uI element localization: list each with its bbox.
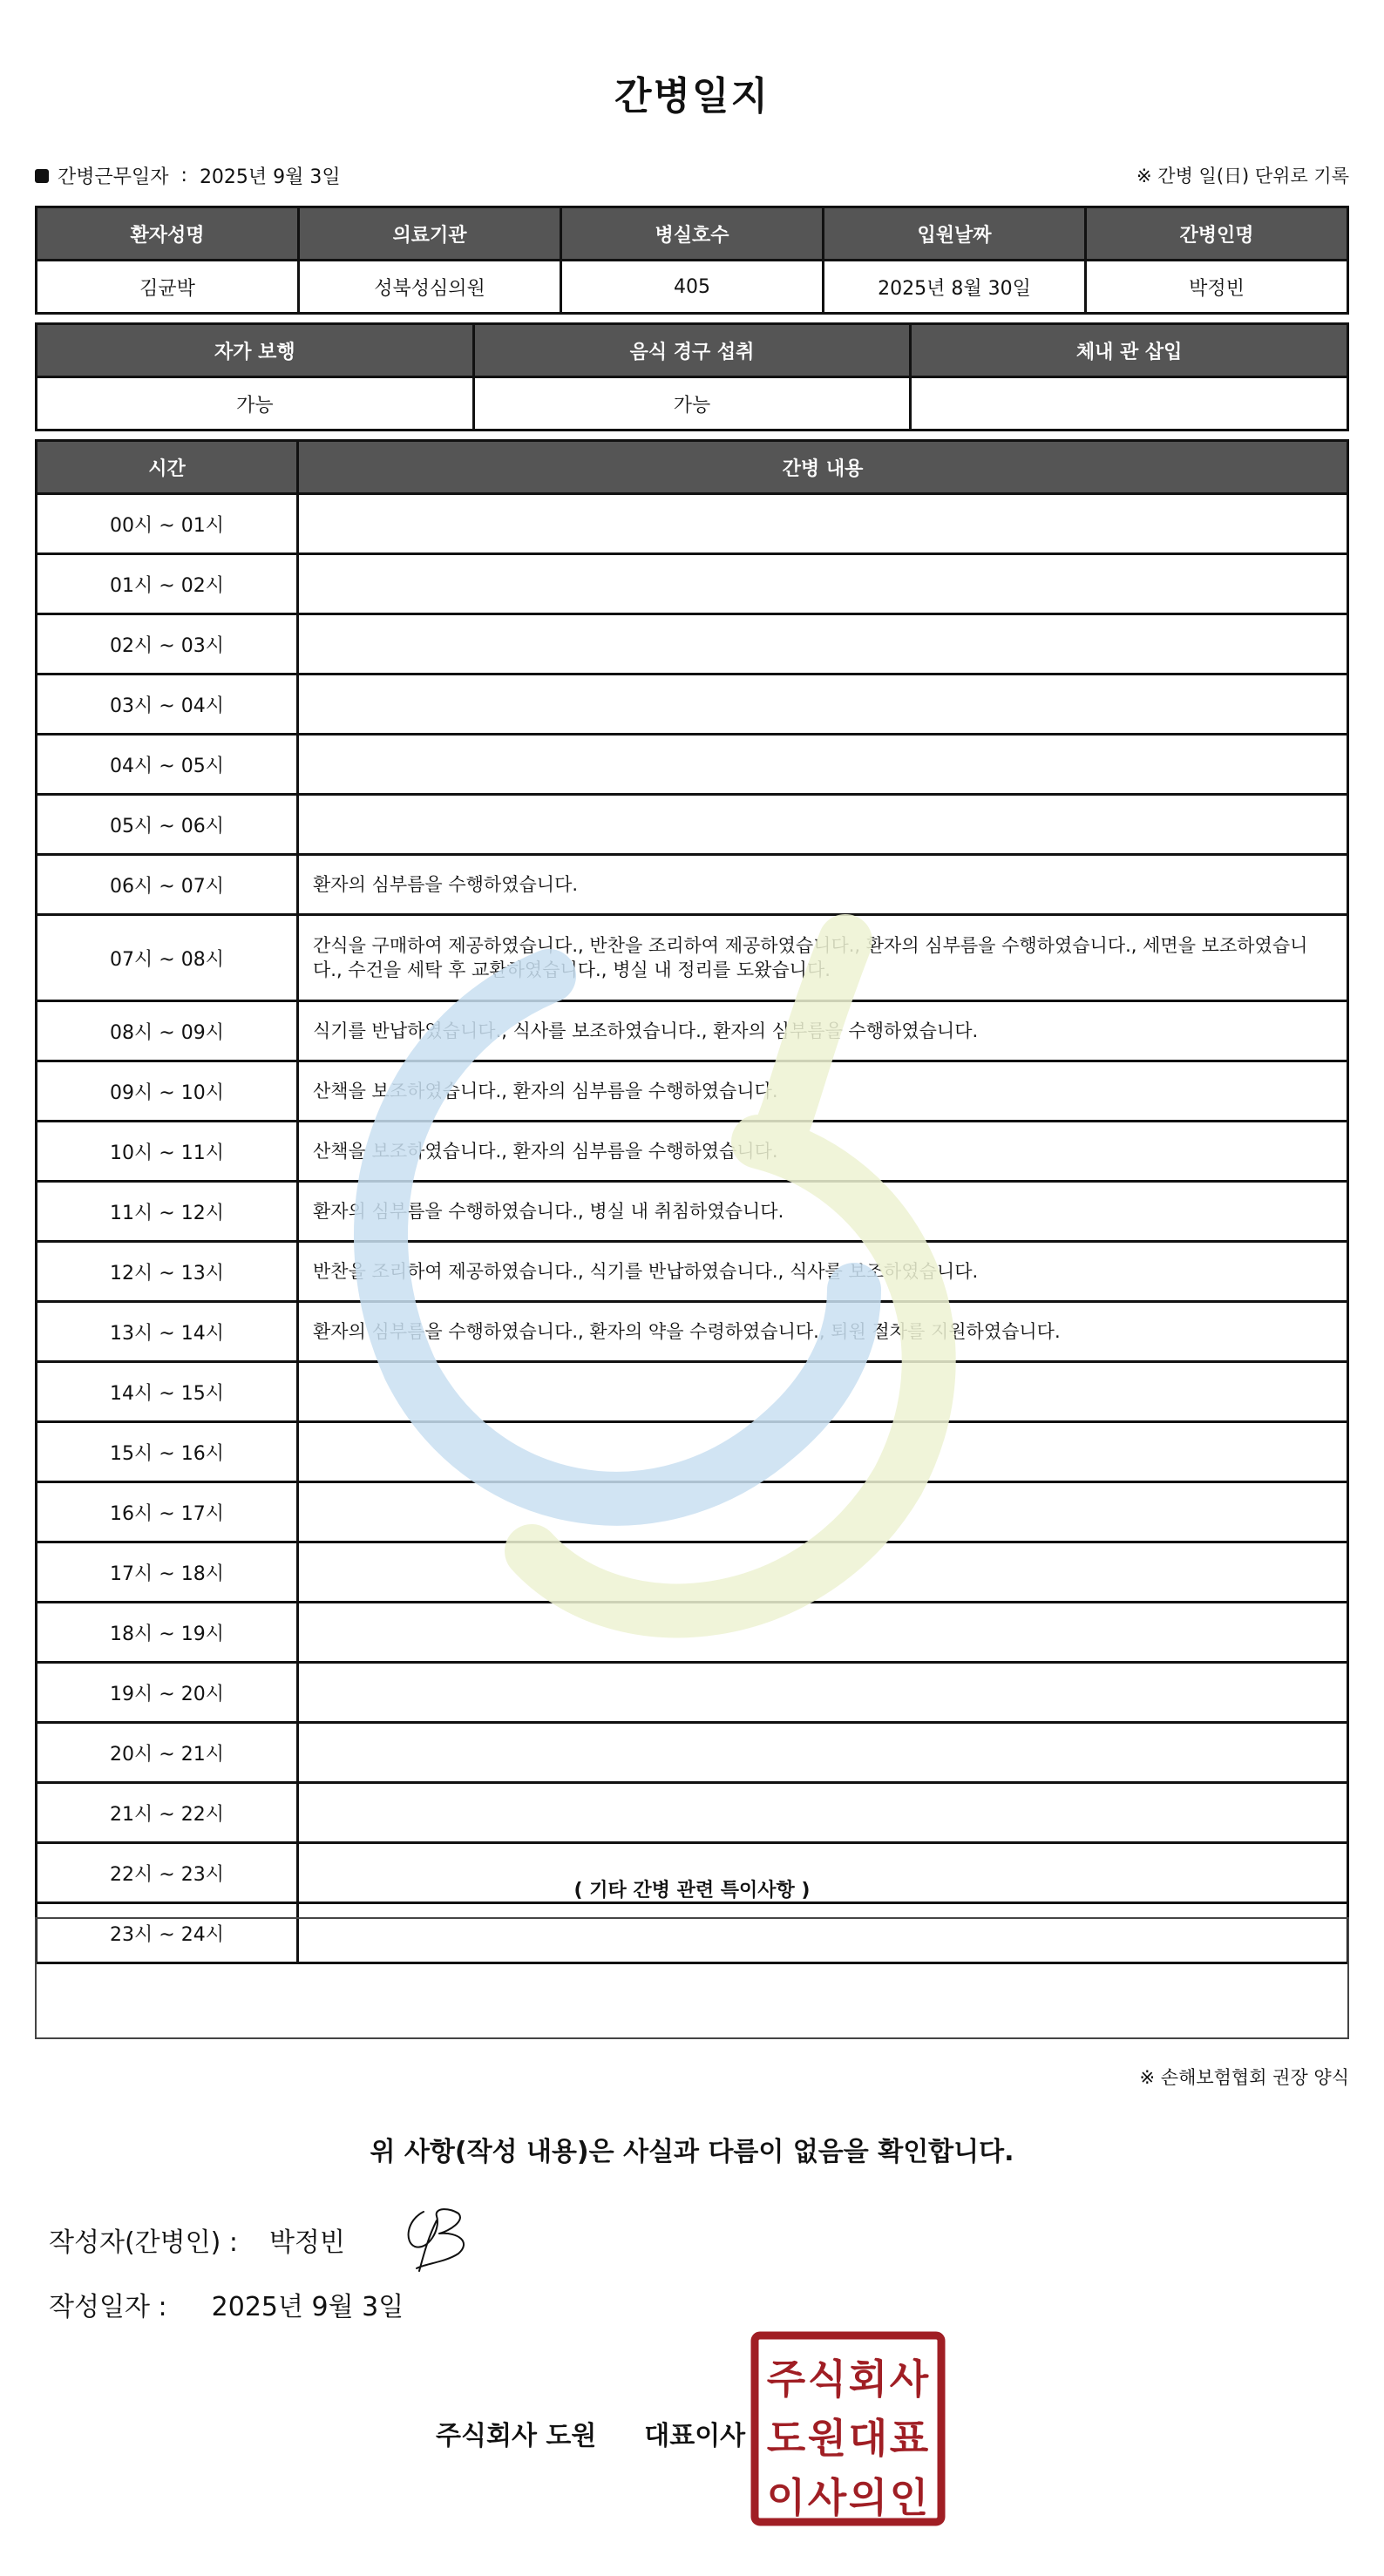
time-cell: 07시 ~ 08시 xyxy=(37,915,298,1001)
patient-info-table xyxy=(35,206,1349,315)
header-admission-date: 입원날짜 xyxy=(824,207,1086,261)
value-tube-insertion xyxy=(911,377,1348,430)
header-time: 시간 xyxy=(37,441,298,494)
time-cell: 01시 ~ 02시 xyxy=(37,554,298,614)
seal-character: 사 xyxy=(807,2474,847,2521)
seal-character: 대 xyxy=(848,2415,888,2462)
care-log-table xyxy=(35,439,1349,1964)
ability-value-row xyxy=(37,377,1348,430)
duty-date-separator: : xyxy=(180,165,187,186)
content-cell xyxy=(298,1783,1348,1843)
table-row xyxy=(37,795,1348,855)
value-patient-name: 김균박 xyxy=(37,261,299,314)
table-row xyxy=(37,1302,1348,1362)
table-row xyxy=(37,735,1348,795)
duty-date-value: 2025년 9월 3일 xyxy=(199,166,341,188)
care-log-header-row xyxy=(37,441,1348,494)
header-caregiver-name: 간병인명 xyxy=(1086,207,1348,261)
form-note: ※ 손해보험협회 권장 양식 xyxy=(1139,2067,1349,2088)
table-row xyxy=(37,1422,1348,1482)
handwritten-signature-icon xyxy=(397,2203,485,2273)
writer-line xyxy=(49,2220,345,2259)
table-row xyxy=(37,675,1348,735)
content-cell: 식기를 반납하였습니다., 식사를 보조하였습니다., 환자의 심부름을 수행하였습니다. xyxy=(298,1001,1348,1061)
time-cell: 09시 ~ 10시 xyxy=(37,1061,298,1122)
content-cell xyxy=(298,1362,1348,1422)
time-cell: 18시 ~ 19시 xyxy=(37,1603,298,1663)
value-admission-date: 2025년 8월 30일 xyxy=(824,261,1086,314)
duty-date-label: 간병근무일자 xyxy=(58,166,169,188)
table-row xyxy=(37,1182,1348,1242)
seal-character: 이 xyxy=(766,2474,806,2521)
time-cell: 16시 ~ 17시 xyxy=(37,1482,298,1542)
content-cell xyxy=(298,1723,1348,1783)
seal-character: 원 xyxy=(807,2415,847,2462)
time-cell: 02시 ~ 03시 xyxy=(37,614,298,675)
time-cell: 00시 ~ 01시 xyxy=(37,494,298,554)
content-cell xyxy=(298,1482,1348,1542)
time-cell: 22시 ~ 23시 xyxy=(37,1843,298,1903)
table-row xyxy=(37,1723,1348,1783)
content-cell xyxy=(298,614,1348,675)
company-name: 주식회사 도원 xyxy=(436,2421,597,2451)
header-care-content: 간병 내용 xyxy=(298,441,1348,494)
writer-name: 박정빈 xyxy=(268,2227,345,2258)
written-date-label: 작성일자 : xyxy=(49,2292,167,2322)
time-cell: 05시 ~ 06시 xyxy=(37,795,298,855)
content-cell xyxy=(298,1603,1348,1663)
meta-row xyxy=(35,162,1349,192)
time-cell: 19시 ~ 20시 xyxy=(37,1663,298,1723)
time-cell: 13시 ~ 14시 xyxy=(37,1302,298,1362)
seal-character: 의 xyxy=(848,2474,888,2521)
content-cell xyxy=(298,554,1348,614)
value-room-number: 405 xyxy=(561,261,824,314)
table-row xyxy=(37,1783,1348,1843)
time-cell: 06시 ~ 07시 xyxy=(37,855,298,915)
table-row xyxy=(37,855,1348,915)
seal-character: 표 xyxy=(889,2415,929,2462)
content-cell: 환자의 심부름을 수행하였습니다. xyxy=(298,855,1348,915)
content-cell xyxy=(298,735,1348,795)
time-cell: 12시 ~ 13시 xyxy=(37,1242,298,1302)
time-cell: 03시 ~ 04시 xyxy=(37,675,298,735)
content-cell: 반찬을 조리하여 제공하였습니다., 식기를 반납하였습니다., 식사를 보조하였습니다. xyxy=(298,1242,1348,1302)
seal-character: 회 xyxy=(848,2356,888,2403)
table-row xyxy=(37,614,1348,675)
value-institution: 성북성심의원 xyxy=(299,261,561,314)
unit-note: ※ 간병 일(日) 단위로 기록 xyxy=(1136,166,1349,186)
content-cell: 간식을 구매하여 제공하였습니다., 반찬을 조리하여 제공하였습니다., 환자의 심부름을 수행하였습니다., 세면을 보조하였습니다., 수건을 세탁 후 교환하였습니다., 병실 내 정리를 도왔습니다. xyxy=(298,915,1348,1001)
time-cell: 17시 ~ 18시 xyxy=(37,1542,298,1603)
table-row xyxy=(37,1663,1348,1723)
content-cell: 산책을 보조하였습니다., 환자의 심부름을 수행하였습니다. xyxy=(298,1061,1348,1122)
remarks-box xyxy=(35,1917,1349,2039)
time-cell: 08시 ~ 09시 xyxy=(37,1001,298,1061)
content-cell xyxy=(298,675,1348,735)
table-row xyxy=(37,1603,1348,1663)
company-title: 대표이사 xyxy=(644,2421,746,2451)
time-cell: 04시 ~ 05시 xyxy=(37,735,298,795)
table-row xyxy=(37,1061,1348,1122)
table-row xyxy=(37,494,1348,554)
remarks-title: ( 기타 간병 관련 특이사항 ) xyxy=(573,1880,811,1901)
content-cell: 산책을 보조하였습니다., 환자의 심부름을 수행하였습니다. xyxy=(298,1122,1348,1182)
value-caregiver-name: 박정빈 xyxy=(1086,261,1348,314)
seal-character: 도 xyxy=(766,2415,806,2462)
ability-table xyxy=(35,322,1349,431)
time-cell: 15시 ~ 16시 xyxy=(37,1422,298,1482)
duty-date-info xyxy=(35,162,341,189)
value-self-walking: 가능 xyxy=(37,377,474,430)
time-cell: 11시 ~ 12시 xyxy=(37,1182,298,1242)
content-cell: 환자의 심부름을 수행하였습니다., 병실 내 취침하였습니다. xyxy=(298,1182,1348,1242)
seal-character: 식 xyxy=(807,2356,847,2403)
written-date-line xyxy=(49,2285,404,2323)
confirmation-statement: 위 사항(작성 내용)은 사실과 다름이 없음을 확인합니다. xyxy=(370,2137,1014,2167)
header-self-walking: 자가 보행 xyxy=(37,324,474,377)
header-tube-insertion: 체내 관 삽입 xyxy=(911,324,1348,377)
company-seal-stamp-icon xyxy=(750,2330,946,2527)
writer-label: 작성자(간병인) : xyxy=(49,2227,238,2258)
patient-info-header-row xyxy=(37,207,1348,261)
table-row xyxy=(37,1122,1348,1182)
ability-header-row xyxy=(37,324,1348,377)
table-row xyxy=(37,1242,1348,1302)
written-date-value: 2025년 9월 3일 xyxy=(211,2292,404,2322)
header-oral-intake: 음식 경구 섭취 xyxy=(473,324,911,377)
content-cell xyxy=(298,795,1348,855)
company-line xyxy=(436,2414,745,2452)
table-row xyxy=(37,1001,1348,1061)
time-cell: 23시 ~ 24시 xyxy=(37,1903,298,1963)
content-cell: 환자의 심부름을 수행하였습니다., 환자의 약을 수령하였습니다., 퇴원 절차를 지원하였습니다. xyxy=(298,1302,1348,1362)
bullet-square-icon xyxy=(35,169,49,183)
patient-info-value-row xyxy=(37,261,1348,314)
seal-character: 주 xyxy=(766,2356,806,2403)
table-row xyxy=(37,915,1348,1001)
header-institution: 의료기관 xyxy=(299,207,561,261)
document-title: 간병일지 xyxy=(614,74,770,119)
time-cell: 21시 ~ 22시 xyxy=(37,1783,298,1843)
value-oral-intake: 가능 xyxy=(473,377,911,430)
content-cell xyxy=(298,1663,1348,1723)
table-row xyxy=(37,1482,1348,1542)
table-row xyxy=(37,1542,1348,1603)
header-patient-name: 환자성명 xyxy=(37,207,299,261)
content-cell xyxy=(298,1542,1348,1603)
time-cell: 10시 ~ 11시 xyxy=(37,1122,298,1182)
content-cell xyxy=(298,494,1348,554)
header-room-number: 병실호수 xyxy=(561,207,824,261)
time-cell: 14시 ~ 15시 xyxy=(37,1362,298,1422)
seal-character: 인 xyxy=(889,2474,929,2521)
table-row xyxy=(37,1362,1348,1422)
time-cell: 20시 ~ 21시 xyxy=(37,1723,298,1783)
seal-character: 사 xyxy=(889,2356,929,2403)
content-cell xyxy=(298,1422,1348,1482)
table-row xyxy=(37,554,1348,614)
